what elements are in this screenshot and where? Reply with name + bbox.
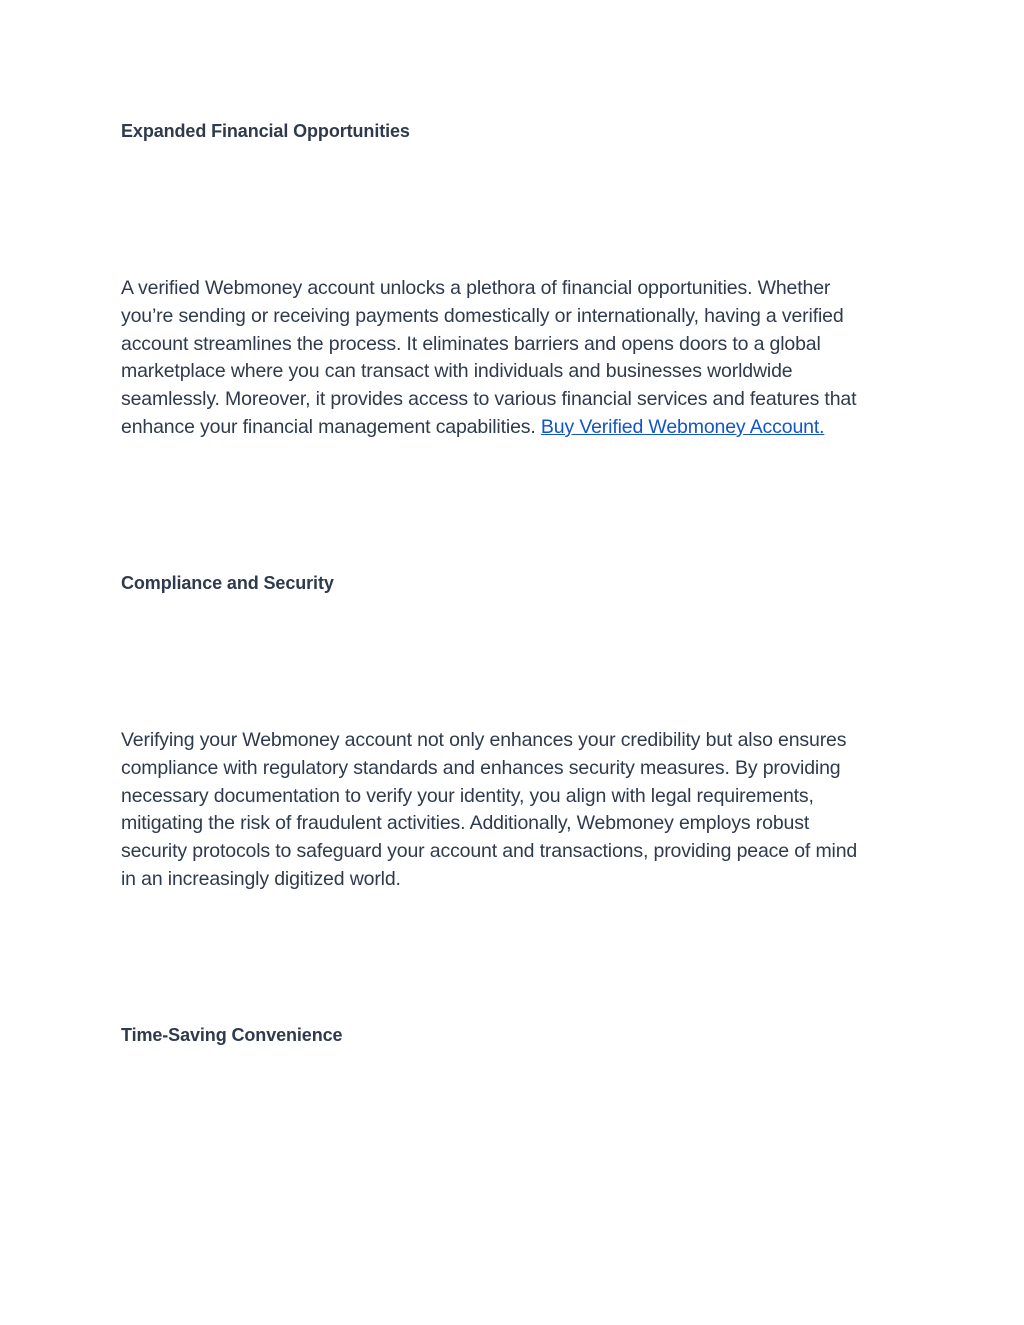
paragraph-line: seamlessly. Moreover, it provides access to various financial services and features that — [121, 388, 857, 411]
paragraph-line: compliance with regulatory standards and enhances security measures. By providing — [121, 756, 841, 779]
paragraph-line: account streamlines the process. It eliminates barriers and opens doors to a global — [121, 332, 821, 355]
paragraph-line: Verifying your Webmoney account not only enhances your credibility but also ensures — [121, 729, 847, 751]
paragraph-line: A verified Webmoney account unlocks a plethora of financial opportunities. Whether — [121, 277, 831, 299]
paragraph-line: mitigating the risk of fraudulent activities. Additionally, Webmoney employs robust — [121, 812, 810, 835]
section-heading-compliance-and-security: Compliance and Security — [121, 573, 334, 593]
paragraph-line: security protocols to safeguard your account and transactions, providing peace of mind — [121, 840, 858, 863]
paragraph-expanded-financial-opportunities — [121, 275, 911, 442]
paragraph-line: marketplace where you can transact with individuals and businesses worldwide — [121, 360, 793, 383]
paragraph-line: necessary documentation to verify your identity, you align with legal requirements, — [121, 784, 814, 807]
paragraph-compliance-and-security — [121, 727, 911, 894]
paragraph-line-text: enhance your financial management capabilities. — [121, 415, 541, 438]
paragraph-line: you’re sending or receiving payments domestically or internationally, having a verified — [121, 304, 844, 327]
buy-verified-webmoney-link[interactable]: Buy Verified Webmoney Account. — [540, 415, 825, 438]
section-heading-expanded-financial-opportunities: Expanded Financial Opportunities — [121, 121, 410, 141]
paragraph-line: in an increasingly digitized world. — [121, 867, 401, 890]
section-heading-time-saving-convenience: Time-Saving Convenience — [121, 1025, 343, 1045]
paragraph-line-last — [121, 414, 911, 442]
